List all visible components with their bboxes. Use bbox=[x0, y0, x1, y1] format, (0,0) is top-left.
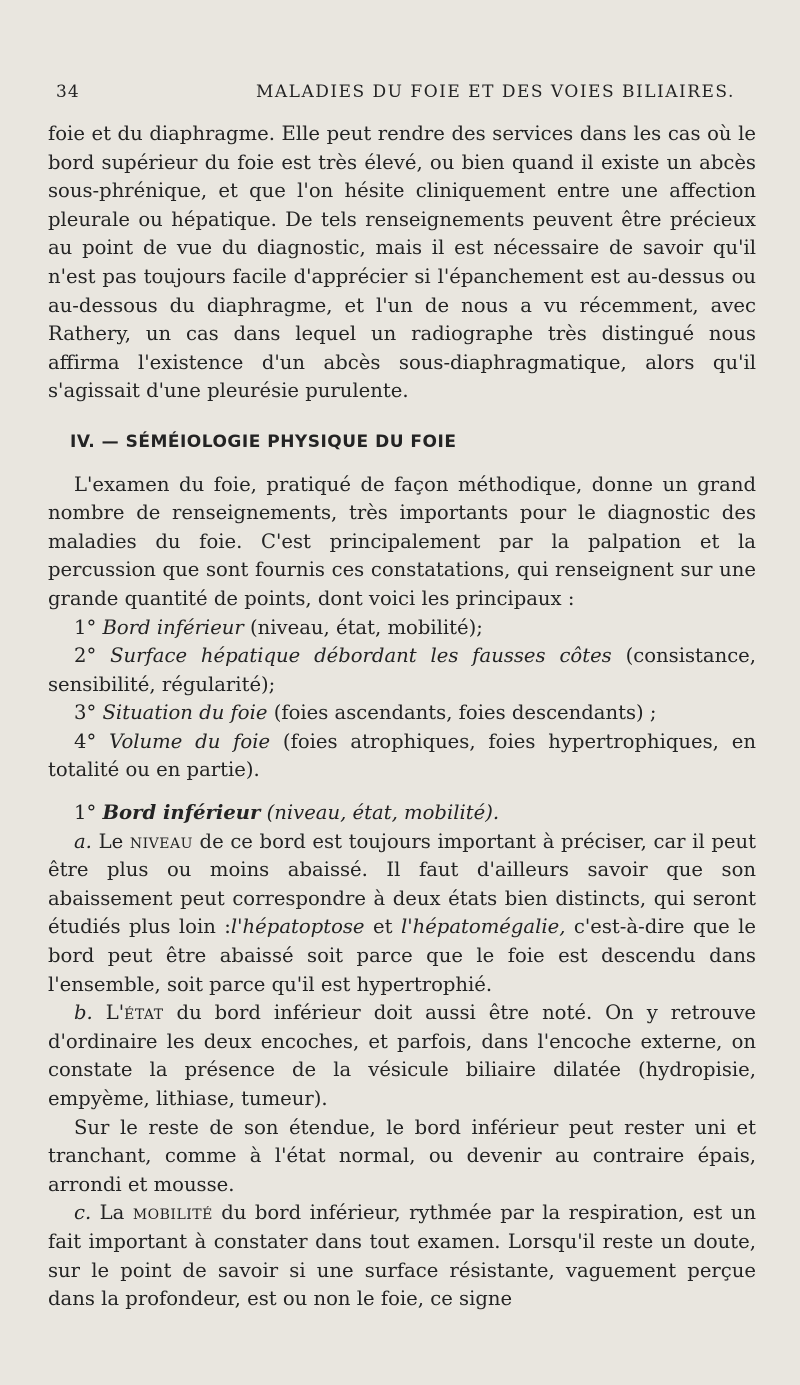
list-item-number: 3° bbox=[74, 701, 97, 725]
running-title: MALADIES DU FOIE ET DES VOIES BILIAIRES. bbox=[256, 82, 735, 102]
item-letter: a. bbox=[74, 829, 92, 853]
list-item-title: Bord inférieur bbox=[102, 615, 244, 639]
term-hepatomegalie: l'hépatomégalie, bbox=[400, 915, 566, 939]
subsection-parenthetical: (niveau, état, mobilité). bbox=[266, 801, 500, 825]
paragraph-b-continued: Sur le reste de son étendue, le bord inférieur peut rester uni et tranchant, comme à l'état normal, ou devenir au contraire épais, arrondi et mousse. bbox=[48, 1115, 756, 1196]
section-heading: IV. — SÉMÉIOLOGIE PHYSIQUE DU FOIE bbox=[70, 431, 457, 452]
list-item-detail: (foies atrophiques, foies hypertrophiques, en totalité ou en partie). bbox=[48, 729, 756, 782]
item-a-pre: Le bbox=[98, 829, 124, 853]
page-body bbox=[48, 120, 756, 1314]
item-a-mid: et bbox=[373, 915, 393, 939]
item-a-text1: de ce bord est toujours important à préciser, car il peut être plus ou moins abaissé. Il faut d'ailleurs savoir que son abaissement peut correspondre à deux états bien distincts, qui seront étudiés plus loin : bbox=[48, 829, 756, 939]
item-c-paragraph bbox=[48, 1199, 756, 1313]
list-item-detail: (niveau, état, mobilité); bbox=[250, 615, 483, 639]
list-item bbox=[48, 728, 756, 785]
term-hepatoptose: l'hépatoptose bbox=[230, 915, 365, 939]
subsection-title: Bord inférieur bbox=[102, 801, 261, 825]
page-header bbox=[0, 82, 800, 112]
item-b-text: du bord inférieur doit aussi être noté. On y retrouve d'ordinaire les deux encoches, et parfois, dans l'encoche externe, on constate la présence de la vésicule biliaire dilatée (hydropisie, empyème, lithiase, tumeur). bbox=[48, 1001, 756, 1110]
item-c-pre: La bbox=[99, 1201, 125, 1225]
list-item-detail: (consistance, sensibilité, régularité); bbox=[48, 644, 756, 696]
keyword-mobilite: mobilité bbox=[132, 1201, 213, 1225]
item-a-text2: c'est-à-dire que le bord peut être abaissé soit parce que le foie est descendu dans l'ensemble, soit parce qu'il est hypertrophié. bbox=[48, 915, 757, 996]
item-a-paragraph bbox=[48, 828, 756, 1000]
item-letter: b. bbox=[74, 1001, 93, 1025]
keyword-niveau: niveau bbox=[129, 829, 193, 853]
subsection-heading bbox=[48, 799, 756, 828]
list-item-title: Situation du foie bbox=[102, 701, 268, 725]
subsection-number: 1° bbox=[74, 801, 97, 825]
list-item-title: Volume du foie bbox=[109, 729, 271, 753]
paragraph-intro: L'examen du foie, pratiqué de façon méthodique, donne un grand nombre de renseignements, très importants pour le diagnostic des maladies du foie. C'est principalement par la palpation et la percussion que sont fournis ces constatations, qui renseignent sur une grande quantité de points, dont voici les principaux : bbox=[48, 472, 756, 610]
page-number: 34 bbox=[56, 82, 80, 102]
keyword-etat: état bbox=[124, 1001, 164, 1025]
list-item-number: 4° bbox=[74, 729, 97, 753]
list-item bbox=[48, 642, 756, 699]
list-item-title: Surface hépatique débordant les fausses côtes bbox=[110, 644, 612, 668]
list-item bbox=[48, 699, 756, 728]
item-b-pre: L' bbox=[105, 1001, 125, 1025]
list-item-number: 1° bbox=[74, 615, 97, 639]
item-letter: c. bbox=[74, 1201, 92, 1225]
paragraph-continued: foie et du diaphragme. Elle peut rendre des services dans les cas où le bord supérieur du foie est très élevé, ou bien quand il existe un abcès sous-phrénique, et que l'on hésite cliniquement entre une affection pleurale ou hépatique. De tels renseignements peuvent être précieux au point de vue du diagnostic, mais il est nécessaire de savoir qu'il n'est pas toujours facile d'apprécier si l'épanchement est au-dessus ou au-dessous du diaphragme, et l'un de nous a vu récemment, avec Rathery, un cas dans lequel un radiographe très distingué nous affirma l'existence d'un abcès sous-diaphragmatique, alors qu'il s'agissait d'une pleurésie purulente. bbox=[48, 122, 756, 403]
item-c-text: du bord inférieur, rythmée par la respiration, est un fait important à constater dans tout examen. Lorsqu'il reste un doute, sur le point de savoir si une surface résistante, vaguement perçue dans la profondeur, est ou non le foie, ce signe bbox=[48, 1201, 756, 1311]
item-b-paragraph bbox=[48, 999, 756, 1113]
list-item-number: 2° bbox=[74, 644, 97, 668]
list-item bbox=[48, 614, 756, 643]
list-item-detail: (foies ascendants, foies descendants) ; bbox=[273, 701, 657, 725]
